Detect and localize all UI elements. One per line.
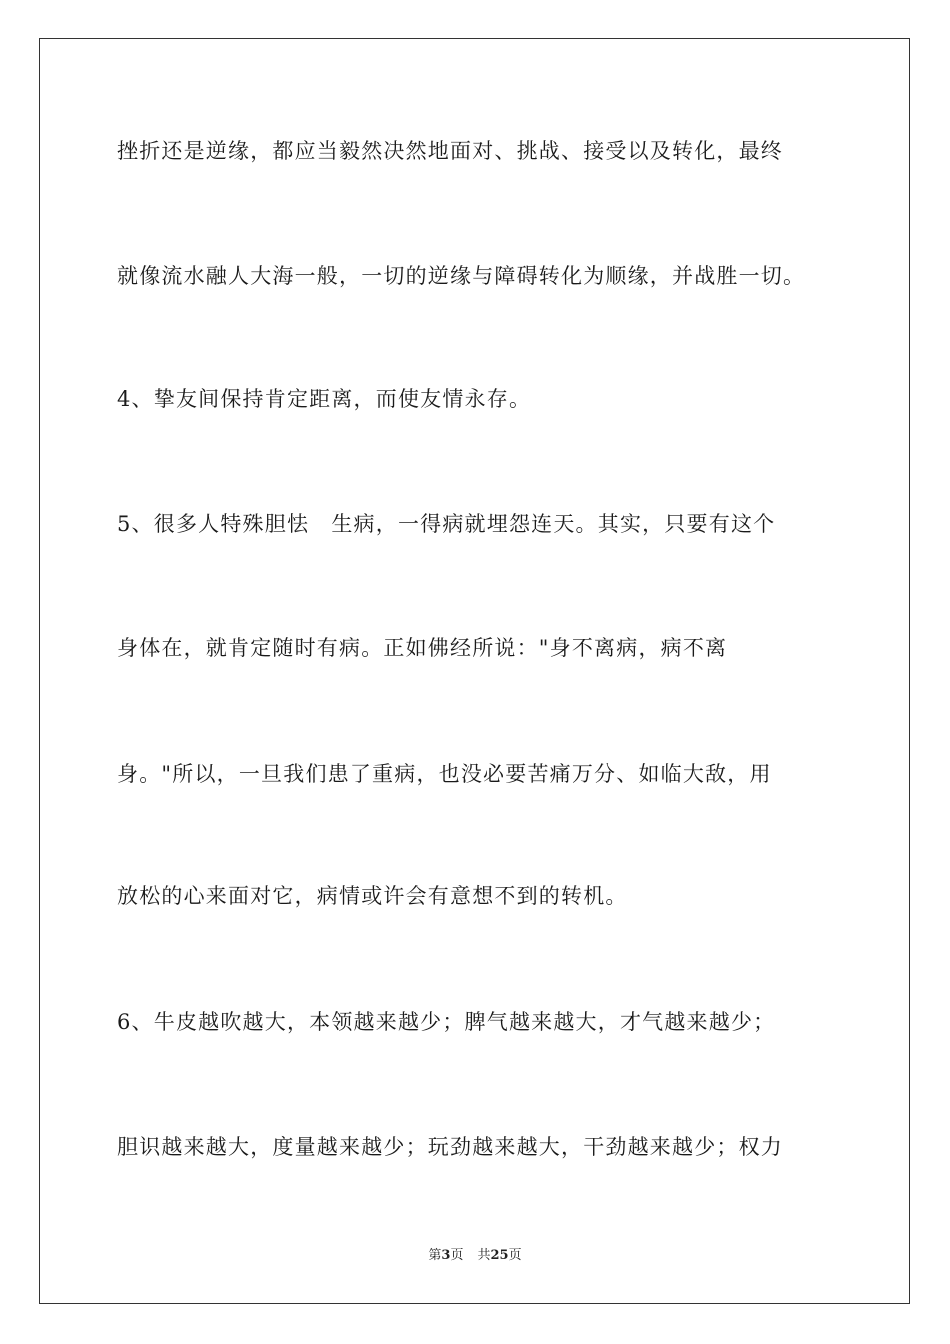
page-border xyxy=(39,38,910,1304)
text-line-4: 5、很多人特殊胆怯 生病，一得病就埋怨连天。其实，只要有这个 xyxy=(117,512,776,536)
text-line-9: 胆识越来越大，度量越来越少；玩劲越来越大，干劲越来越少；权力 xyxy=(117,1135,783,1159)
text-line-2: 就像流水融人大海一般，一切的逆缘与障碍转化为顺缘，并战胜一切。 xyxy=(117,264,806,288)
page-suffix: 页 xyxy=(450,1248,464,1263)
total-pages: 25 xyxy=(490,1248,509,1263)
page-prefix: 第 xyxy=(428,1248,442,1263)
page-footer xyxy=(0,1246,950,1266)
total-prefix: 共 xyxy=(477,1248,491,1263)
text-line-5: 身体在，就肯定随时有病。正如佛经所说："身不离病，病不离 xyxy=(117,636,728,660)
total-suffix: 页 xyxy=(508,1248,522,1263)
text-line-3: 4、挚友间保持肯定距离，而使友情永存。 xyxy=(117,387,532,411)
text-line-8: 6、牛皮越吹越大，本领越来越少；脾气越来越大，才气越来越少； xyxy=(117,1010,776,1034)
text-line-6: 身。"所以，一旦我们患了重病，也没必要苦痛万分、如临大敌，用 xyxy=(117,762,772,786)
page-number: 3 xyxy=(441,1248,451,1263)
text-line-7: 放松的心来面对它，病情或许会有意想不到的转机。 xyxy=(117,884,628,908)
text-line-1: 挫折还是逆缘，都应当毅然决然地面对、挑战、接受以及转化，最终 xyxy=(117,139,783,163)
